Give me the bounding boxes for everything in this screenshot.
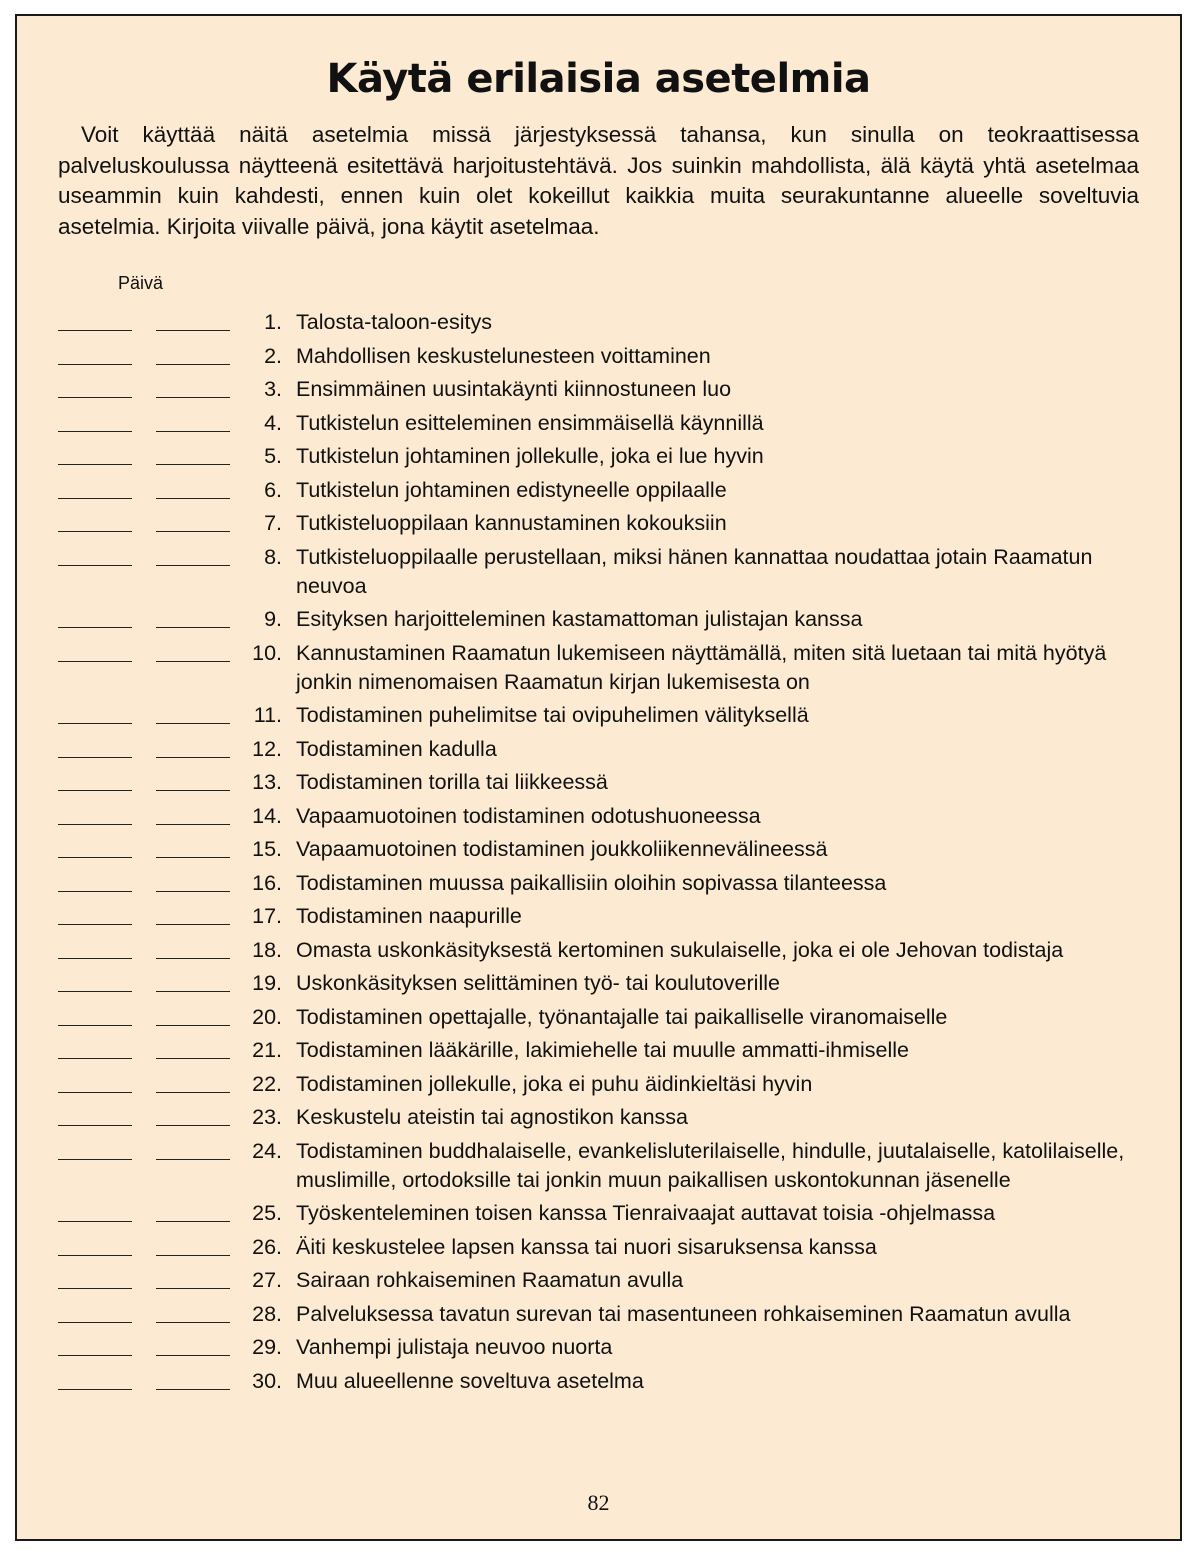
item-number: 17.: [252, 904, 282, 928]
item-number: 20.: [252, 1004, 282, 1029]
item-text: Todistaminen opettajalle, työnantajalle tai paikalliselle viranomaiselle: [296, 1004, 948, 1029]
date-line-2[interactable]: [156, 1266, 230, 1289]
item-number: 10.: [252, 640, 282, 665]
date-line-1[interactable]: [58, 1233, 132, 1256]
item-number: 27.: [252, 1268, 282, 1292]
date-line-1[interactable]: [58, 476, 132, 499]
item-text: Esityksen harjoitteleminen kastamattoman julistajan kanssa: [296, 607, 863, 631]
list-item: [17, 735, 1180, 764]
date-line-2[interactable]: [156, 969, 230, 992]
item-text: Todistaminen jollekulle, joka ei puhu äidinkieltäsi hyvin: [296, 1071, 813, 1096]
date-line-1[interactable]: [58, 442, 132, 465]
date-line-1[interactable]: [58, 735, 132, 758]
date-line-2[interactable]: [156, 701, 230, 724]
setting-list: [17, 308, 1180, 1400]
item-text: Äiti keskustelee lapsen kanssa tai nuori sisaruksensa kanssa: [296, 1234, 877, 1259]
item-text: Todistaminen puhelimitse tai ovipuhelimen välityksellä: [296, 703, 809, 727]
list-item: [17, 1137, 1180, 1195]
date-line-2[interactable]: [156, 1070, 230, 1093]
date-line-2[interactable]: [156, 936, 230, 959]
item-number: 24.: [252, 1138, 282, 1163]
list-item: [17, 969, 1180, 998]
item-number: 22.: [252, 1071, 282, 1096]
item-number: 14.: [252, 803, 282, 828]
date-line-1[interactable]: [58, 936, 132, 959]
list-item: [17, 375, 1180, 404]
item-text: Vanhempi julistaja neuvoo nuorta: [296, 1335, 613, 1359]
list-item: [17, 342, 1180, 371]
date-line-2[interactable]: [156, 1300, 230, 1323]
item-number: 26.: [252, 1234, 282, 1259]
date-line-2[interactable]: [156, 476, 230, 499]
item-text: Todistaminen torilla tai liikkeessä: [296, 770, 608, 794]
item-text: Todistaminen buddhalaiselle, evankelisluterilaiselle, hindulle, juutalaiselle, katolilaiselle, muslimille, ortodoksille tai jonkin muun paikallisen uskontokunnan jäsenelle: [296, 1138, 1125, 1192]
item-text: Tutkistelun esitteleminen ensimmäisellä käynnillä: [296, 410, 764, 435]
item-number: 18.: [252, 937, 282, 962]
date-line-1[interactable]: [58, 902, 132, 925]
date-line-2[interactable]: [156, 1199, 230, 1222]
date-line-1[interactable]: [58, 308, 132, 331]
list-item: [17, 835, 1180, 864]
item-text: Omasta uskonkäsityksestä kertominen sukulaiselle, joka ei ole Jehovan todistaja: [296, 937, 1064, 962]
item-text: Todistaminen lääkärille, lakimiehelle tai muulle ammatti-ihmiselle: [296, 1038, 909, 1062]
date-line-1[interactable]: [58, 1333, 132, 1356]
item-number: 1.: [264, 310, 282, 334]
date-line-1[interactable]: [58, 342, 132, 365]
list-item: [17, 509, 1180, 538]
item-number: 2.: [264, 343, 282, 368]
item-number: 21.: [252, 1038, 282, 1062]
item-text: Vapaamuotoinen todistaminen joukkoliikennevälineessä: [296, 837, 828, 861]
date-line-1[interactable]: [58, 1036, 132, 1059]
item-text: Talosta-taloon-esitys: [296, 310, 492, 334]
date-line-2[interactable]: [156, 543, 230, 566]
item-number: 3.: [264, 377, 282, 401]
item-number: 5.: [264, 444, 282, 468]
item-number: 6.: [264, 477, 282, 502]
list-item: [17, 1333, 1180, 1362]
list-item: [17, 409, 1180, 438]
date-line-2[interactable]: [156, 375, 230, 398]
page-number: 82: [587, 1490, 610, 1515]
list-item: [17, 1233, 1180, 1262]
date-line-2[interactable]: [156, 342, 230, 365]
date-line-1[interactable]: [58, 1137, 132, 1160]
date-line-2[interactable]: [156, 605, 230, 628]
list-item: [17, 1003, 1180, 1032]
date-column-header: Päivä: [118, 273, 164, 293]
item-text: Todistaminen naapurille: [296, 904, 522, 928]
date-line-1[interactable]: [58, 543, 132, 566]
date-line-1[interactable]: [58, 701, 132, 724]
item-number: 15.: [252, 837, 282, 861]
item-text: Vapaamuotoinen todistaminen odotushuoneessa: [296, 803, 761, 828]
date-line-1[interactable]: [58, 869, 132, 892]
item-text: Mahdollisen keskustelunesteen voittaminen: [296, 343, 711, 368]
list-item: [17, 605, 1180, 634]
intro-paragraph: Voit käyttää näitä asetelmia missä järjestyksessä tahansa, kun sinulla on teokraattisessa palveluskoulussa näytteenä esitettävä harjoitustehtävä. Jos suinkin mahdollista, älä käytä yhtä asetelmaa useammin kuin kahdesti, ennen kuin olet kokeillut kaikkia muita seurakuntanne alueelle soveltuvia asetelmia. Kirjoita viivalle päivä, jona käytit asetelmaa.: [58, 122, 1139, 239]
item-text: Uskonkäsityksen selittäminen työ- tai koulutoverille: [296, 971, 780, 995]
item-number: 8.: [264, 544, 282, 569]
date-line-2[interactable]: [156, 1137, 230, 1160]
date-line-2[interactable]: [156, 409, 230, 432]
item-number: 29.: [252, 1335, 282, 1359]
worksheet-page: [15, 14, 1182, 1541]
item-number: 28.: [252, 1301, 282, 1326]
date-line-1[interactable]: [58, 409, 132, 432]
item-text: Tutkisteluoppilaalle perustellaan, miksi hänen kannattaa noudattaa jotain Raamatun neuvoa: [296, 544, 1093, 598]
date-line-2[interactable]: [156, 1333, 230, 1356]
item-number: 4.: [264, 410, 282, 435]
date-line-1[interactable]: [58, 969, 132, 992]
list-item: [17, 869, 1180, 898]
list-item: [17, 1367, 1180, 1396]
item-text: Tutkistelun johtaminen edistyneelle oppilaalle: [296, 477, 727, 502]
date-line-1[interactable]: [58, 605, 132, 628]
date-line-2[interactable]: [156, 835, 230, 858]
list-item: [17, 639, 1180, 697]
item-text: Ensimmäinen uusintakäynti kiinnostuneen luo: [296, 377, 732, 401]
item-number: 23.: [252, 1105, 282, 1129]
list-item: [17, 476, 1180, 505]
date-line-1[interactable]: [58, 1300, 132, 1323]
item-text: Keskustelu ateistin tai agnostikon kanssa: [296, 1105, 689, 1129]
list-item: [17, 1103, 1180, 1132]
date-line-2[interactable]: [156, 902, 230, 925]
date-line-1[interactable]: [58, 1199, 132, 1222]
list-item: [17, 1266, 1180, 1295]
date-line-2[interactable]: [156, 1103, 230, 1126]
list-item: [17, 442, 1180, 471]
date-line-2[interactable]: [156, 442, 230, 465]
item-text: Muu alueellenne soveltuva asetelma: [296, 1368, 644, 1393]
list-item: [17, 1036, 1180, 1065]
date-line-2[interactable]: [156, 308, 230, 331]
list-item: [17, 1070, 1180, 1099]
item-text: Työskenteleminen toisen kanssa Tienraivaajat auttavat toisia -ohjelmassa: [296, 1201, 996, 1225]
item-number: 9.: [264, 607, 282, 631]
date-line-2[interactable]: [156, 768, 230, 791]
date-line-2[interactable]: [156, 869, 230, 892]
list-item: [17, 701, 1180, 730]
item-text: Tutkisteluoppilaan kannustaminen kokouksiin: [296, 511, 727, 535]
date-line-1[interactable]: [58, 639, 132, 662]
date-line-1[interactable]: [58, 1003, 132, 1026]
date-line-1[interactable]: [58, 375, 132, 398]
date-line-2[interactable]: [156, 1036, 230, 1059]
date-line-1[interactable]: [58, 1103, 132, 1126]
item-number: 30.: [252, 1368, 282, 1393]
date-line-2[interactable]: [156, 802, 230, 825]
page-title: Käytä erilaisia asetelmia: [326, 56, 871, 102]
item-text: Sairaan rohkaiseminen Raamatun avulla: [296, 1268, 684, 1292]
list-item: [17, 936, 1180, 965]
date-line-1[interactable]: [58, 509, 132, 532]
item-number: 11.: [253, 703, 282, 727]
item-number: 25.: [252, 1201, 282, 1225]
item-text: Kannustaminen Raamatun lukemiseen näyttämällä, miten sitä luetaan tai mitä hyötyä jonkin nimenomaisen Raamatun kirjan lukemisesta on: [296, 640, 1107, 694]
list-item: [17, 802, 1180, 831]
date-line-1[interactable]: [58, 1070, 132, 1093]
date-line-2[interactable]: [156, 1233, 230, 1256]
item-text: Todistaminen kadulla: [296, 736, 497, 761]
date-line-2[interactable]: [156, 639, 230, 662]
list-item: [17, 902, 1180, 931]
date-line-2[interactable]: [156, 735, 230, 758]
item-number: 12.: [252, 736, 282, 761]
date-line-2[interactable]: [156, 1367, 230, 1390]
date-line-2[interactable]: [156, 509, 230, 532]
date-line-1[interactable]: [58, 835, 132, 858]
list-item: [17, 768, 1180, 797]
date-line-1[interactable]: [58, 1266, 132, 1289]
item-number: 7.: [264, 511, 282, 535]
date-line-1[interactable]: [58, 802, 132, 825]
list-item: [17, 308, 1180, 337]
item-text: Todistaminen muussa paikallisiin oloihin sopivassa tilanteessa: [296, 870, 887, 895]
date-line-1[interactable]: [58, 1367, 132, 1390]
item-number: 19.: [252, 971, 282, 995]
date-line-2[interactable]: [156, 1003, 230, 1026]
list-item: [17, 543, 1180, 601]
item-text: Palveluksessa tavatun surevan tai masentuneen rohkaiseminen Raamatun avulla: [296, 1301, 1071, 1326]
item-number: 13.: [252, 770, 282, 794]
item-number: 16.: [252, 870, 282, 895]
item-text: Tutkistelun johtaminen jollekulle, joka ei lue hyvin: [296, 444, 764, 468]
date-line-1[interactable]: [58, 768, 132, 791]
list-item: [17, 1199, 1180, 1228]
list-item: [17, 1300, 1180, 1329]
